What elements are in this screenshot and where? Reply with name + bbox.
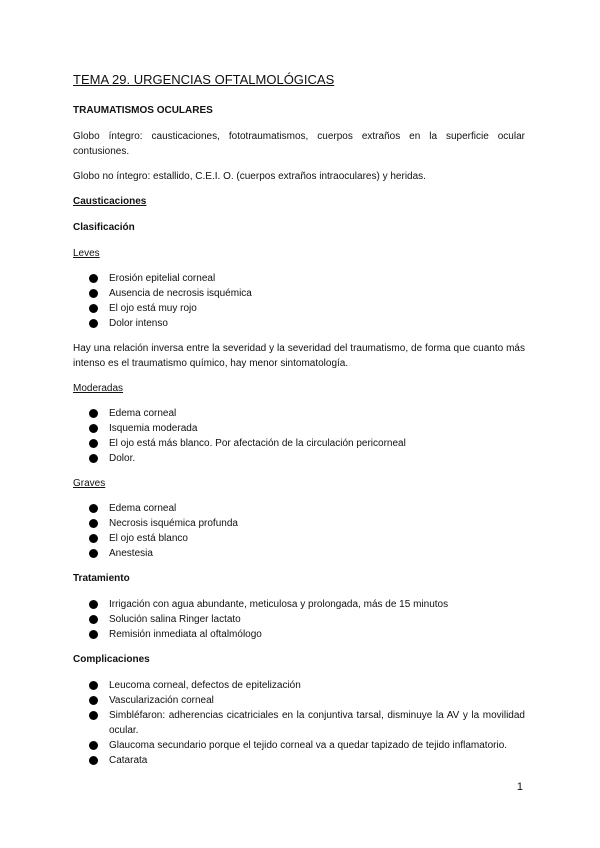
list-item: Solución salina Ringer lactato — [73, 612, 525, 627]
heading-complicaciones: Complicaciones — [73, 654, 150, 665]
paragraph-relacion: Hay una relación inversa entre la severidad y la severidad del traumatismo, de forma que cuanto más intenso es el traumatismo químico, hay menor sintomatología. — [73, 343, 525, 369]
bullet-icon — [89, 409, 98, 418]
subheading-moderadas: Moderadas — [73, 383, 124, 394]
bullet-icon — [89, 274, 98, 283]
list-item: El ojo está muy rojo — [73, 301, 525, 316]
section-heading-traumatismos: TRAUMATISMOS OCULARES — [73, 105, 213, 116]
subheading-graves: Graves — [73, 478, 106, 489]
bullet-icon — [89, 304, 98, 313]
list-item: Erosión epitelial corneal — [73, 271, 525, 286]
paragraph-globo-integro: Globo íntegro: causticaciones, fototraumatismos, cuerpos extraños en la superficie ocular contusiones. — [73, 131, 525, 157]
list-item: Ausencia de necrosis isquémica — [73, 286, 525, 301]
list-item: Edema corneal — [73, 501, 525, 516]
list-item: Glaucoma secundario porque el tejido corneal va a quedar tapizado de tejido inflamatorio. — [73, 738, 525, 753]
heading-tratamiento: Tratamiento — [73, 573, 130, 584]
list-item: Irrigación con agua abundante, meticulosa y prolongada, más de 15 minutos — [73, 597, 525, 612]
list-item: Catarata — [73, 753, 525, 768]
page-title: TEMA 29. URGENCIAS OFTALMOLÓGICAS — [73, 72, 335, 87]
list-item: Edema corneal — [73, 406, 525, 421]
bullet-icon — [89, 600, 98, 609]
bullet-icon — [89, 289, 98, 298]
list-item: Dolor. — [73, 451, 525, 466]
bullet-icon — [89, 454, 98, 463]
list-leves — [73, 271, 525, 331]
list-item: Leucoma corneal, defectos de epitelización — [73, 678, 525, 693]
bullet-icon — [89, 681, 98, 690]
bullet-icon — [89, 741, 98, 750]
heading-clasificacion: Clasificación — [73, 222, 135, 233]
list-item: Anestesia — [73, 546, 525, 561]
bullet-icon — [89, 615, 98, 624]
list-item: El ojo está más blanco. Por afectación de la circulación pericorneal — [73, 436, 525, 451]
list-item: Simbléfaron: adherencias cicatriciales en la conjuntiva tarsal, disminuye la AV y la movilidad ocular. — [73, 708, 525, 738]
bullet-icon — [89, 424, 98, 433]
heading-causticaciones: Causticaciones — [73, 196, 147, 207]
bullet-icon — [89, 439, 98, 448]
document-page — [73, 70, 525, 778]
bullet-icon — [89, 319, 98, 328]
list-moderadas — [73, 406, 525, 466]
list-item: Isquemia moderada — [73, 421, 525, 436]
list-item: Dolor intenso — [73, 316, 525, 331]
bullet-icon — [89, 630, 98, 639]
list-complicaciones — [73, 678, 525, 768]
subheading-leves: Leves — [73, 248, 100, 259]
bullet-icon — [89, 756, 98, 765]
bullet-icon — [89, 696, 98, 705]
bullet-icon — [89, 504, 98, 513]
page-number: 1 — [516, 781, 523, 793]
list-item: El ojo está blanco — [73, 531, 525, 546]
list-item: Vascularización corneal — [73, 693, 525, 708]
bullet-icon — [89, 549, 98, 558]
list-graves — [73, 501, 525, 561]
bullet-icon — [89, 534, 98, 543]
list-item: Necrosis isquémica profunda — [73, 516, 525, 531]
list-tratamiento — [73, 597, 525, 642]
list-item: Remisión inmediata al oftalmólogo — [73, 627, 525, 642]
paragraph-globo-no-integro: Globo no íntegro: estallido, C.E.I. O. (cuerpos extraños intraoculares) y heridas. — [73, 171, 426, 182]
bullet-icon — [89, 519, 98, 528]
bullet-icon — [89, 711, 98, 720]
